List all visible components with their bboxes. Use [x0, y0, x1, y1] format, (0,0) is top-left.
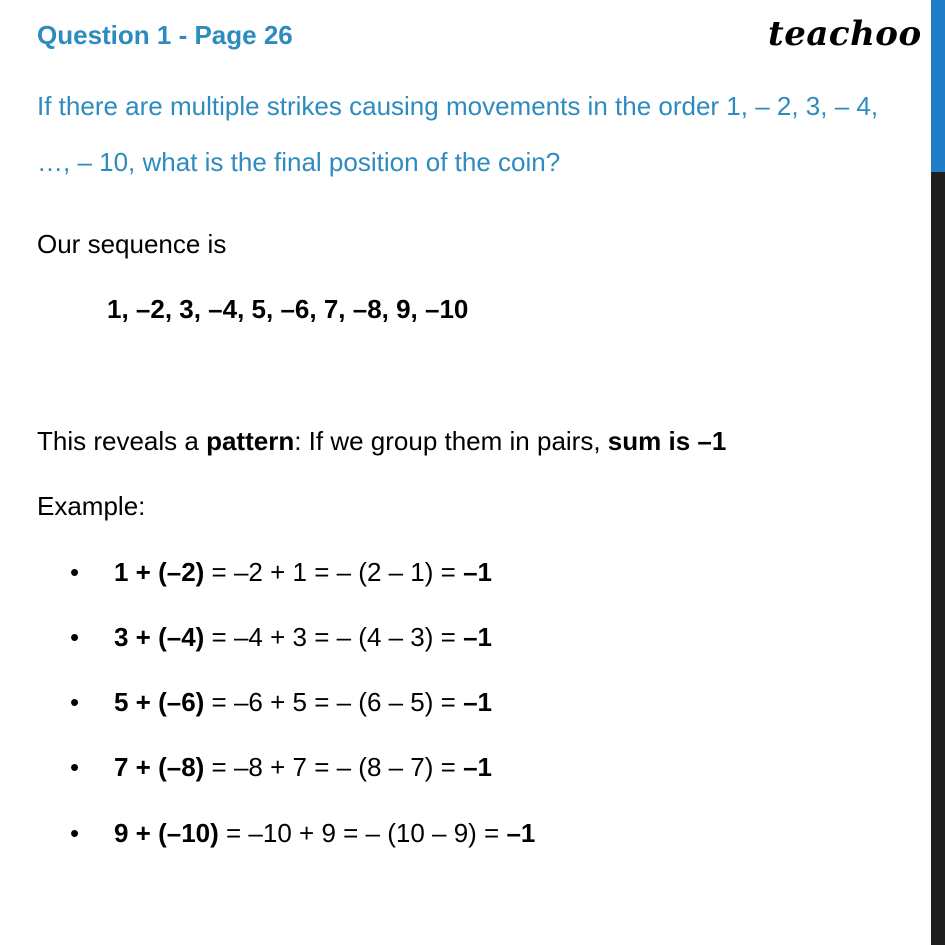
list-item — [70, 687, 492, 718]
example-working: = –6 + 5 = – (6 – 5) = — [204, 687, 464, 717]
bullet-icon: • — [70, 752, 80, 782]
example-result: –1 — [506, 818, 536, 848]
example-expression: 1 + (–2) — [114, 557, 205, 587]
example-result: –1 — [463, 557, 492, 587]
pattern-prefix: This reveals a — [37, 426, 207, 456]
pattern-sum: sum is –1 — [607, 426, 727, 456]
list-item — [70, 557, 492, 588]
example-label: Example: — [37, 491, 146, 521]
example-result: –1 — [463, 752, 492, 782]
example-expression: 3 + (–4) — [114, 622, 205, 652]
question-title: Question 1 - Page 26 — [37, 20, 293, 50]
question-text: If there are multiple strikes causing movements in the order 1, – 2, 3, – 4, …, – 10, what is the final position of the coin? — [37, 91, 879, 177]
example-working: = –2 + 1 = – (2 – 1) = — [204, 557, 464, 587]
bullet-icon: • — [70, 818, 80, 848]
pattern-middle: : If we group them in pairs, — [294, 426, 608, 456]
sequence: 1, –2, 3, –4, 5, –6, 7, –8, 9, –10 — [107, 294, 469, 324]
example-expression: 7 + (–8) — [114, 752, 205, 782]
example-working: = –4 + 3 = – (4 – 3) = — [204, 622, 464, 652]
example-working: = –8 + 7 = – (8 – 7) = — [204, 752, 464, 782]
bullet-icon: • — [70, 557, 80, 587]
list-item — [70, 818, 535, 849]
pattern-statement — [37, 426, 726, 457]
scrollbar-thumb[interactable] — [931, 0, 945, 172]
example-expression: 5 + (–6) — [114, 687, 205, 717]
bullet-icon: • — [70, 622, 80, 652]
example-expression: 9 + (–10) — [114, 818, 219, 848]
example-working: = –10 + 9 = – (10 – 9) = — [218, 818, 507, 848]
list-item — [70, 622, 492, 653]
list-item — [70, 752, 492, 783]
bullet-icon: • — [70, 687, 80, 717]
pattern-word: pattern — [206, 426, 295, 456]
example-result: –1 — [463, 622, 492, 652]
sequence-intro: Our sequence is — [37, 229, 227, 259]
example-result: –1 — [463, 687, 492, 717]
scrollbar-track[interactable] — [931, 0, 945, 945]
teachoo-logo[interactable]: teachoo — [768, 14, 922, 54]
